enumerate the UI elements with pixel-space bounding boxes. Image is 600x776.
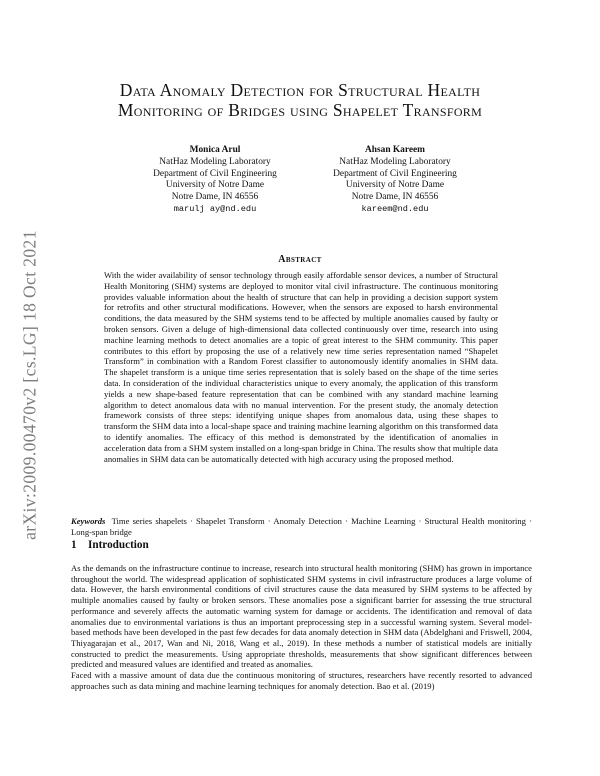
abstract-text: With the wider availability of sensor technology through easily affordable sensor devices, a number of Structural Health Monitoring (SHM) systems are deployed to monitor vital civil infrastructure. The continuous monitoring provides valuable information about the health of structure that can help in providing a decision support system for retrofits and other structural modifications. However, when the sensors are exposed to harsh environmental conditions, the data measured by the SHM systems tend to be affected by multiple anomalies caused by faulty or broken sensors. Given a deluge of high-dimensional data collected continuously over time, research into using machine learning methods to detect anomalies are a topic of great interest to the SHM community. This paper contributes to this effort by proposing the use of a relatively new time series representation named “Shapelet Transform” in combination with a Random Forest classifier to autonomously identify anomalies in SHM data. The shapelet transform is a unique time series representation that is solely based on the shape of the time series data. In consideration of the individual characteristics unique to every anomaly, the application of this transform yields a new shape-based feature representation that can be combined with any standard machine learning algorithm to detect anomalous data with no manual intervention. For the present study, the anomaly detection framework consists of three steps: identifying unique shapes from anomalous data, using these shapes to transform the SHM data into a local-shape space and training machine learning algorithm on this transformed data to identify anomalies. The efficacy of this method is demonstrated by the identification of anomalies in acceleration data from a SHM system installed on a long-span bridge in China. The results show that multiple data anomalies in SHM data can be automatically detected with high accuracy using the proposed method. [104,270,498,464]
keywords [71,516,532,538]
section-heading [71,539,149,551]
arxiv-stamp [10,150,50,620]
author-univ: University of Notre Dame [345,180,445,191]
author-name: Monica Arul [189,145,241,155]
author-block-2 [295,145,495,216]
author-city: Notre Dame, IN 46556 [351,192,439,203]
paper-title-line-2: Monitoring of Bridges using Shapelet Transform [117,100,483,120]
author-city: Notre Dame, IN 46556 [171,192,259,203]
author-dept: Department of Civil Engineering [333,168,457,179]
keywords-text: Time series shapelets · Shapelet Transform · Anomaly Detection · Machine Learning · Structural Health monitoring · Long-span bridge [71,516,532,537]
paragraph: As the demands on the infrastructure continue to increase, research into structural health monitoring (SHM) has grown in importance throughout the world. The widespread application of sophisticated SHM systems in civil infrastructure produces a large volume of data. However, the harsh environmental conditions of civil structures cause the data measured by SHM systems to be affected by multiple anomalies caused by faulty or broken sensors. These anomalies pose a significant barrier for assessing the true structural performance and severely affects the automatic warning system for damage or accidents. The identification and removal of data anomalies due to environmental variations is thus an important preprocessing step in a successful warning system. Several model-based methods have been developed in the past few decades for data anomaly detection in SHM data (Abdelghani and Friswell, 2004, Thiyagarajan et al., 2017, Wan and Ni, 2018, Wang et al., 2019). In these methods a number of statistical models are initially constructed to predict the measurements. Using appropriate thresholds, measurements that show significant differences between predicted and measured values are identified and treated as anomalies. [71,563,532,670]
section-number: 1 [71,539,77,551]
author-name: Ahsan Kareem [365,145,425,155]
author-univ: University of Notre Dame [165,180,265,191]
author-lab: NatHaz Modeling Laboratory [159,156,271,167]
author-dept: Department of Civil Engineering [153,168,277,179]
paragraph: Faced with a massive amount of data due the continuous monitoring of structures, researchers have recently resorted to advanced approaches such as data mining and machine learning techniques for anomaly detection. Bao et al. (2019) [71,670,532,691]
arxiv-stamp-text: arXiv:2009.00470v2 [cs.LG] 18 Oct 2021 [19,230,40,540]
section-title: Introduction [88,539,149,551]
abstract-heading: Abstract [278,254,322,265]
paper-title-line-1: Data Anomaly Detection for Structural Health [119,80,481,100]
author-email: marulj ay@nd.edu [173,203,257,214]
author-block-1 [115,145,315,216]
author-email: kareem@nd.edu [361,203,429,214]
author-lab: NatHaz Modeling Laboratory [339,156,451,167]
keywords-label: Keywords [71,516,106,526]
